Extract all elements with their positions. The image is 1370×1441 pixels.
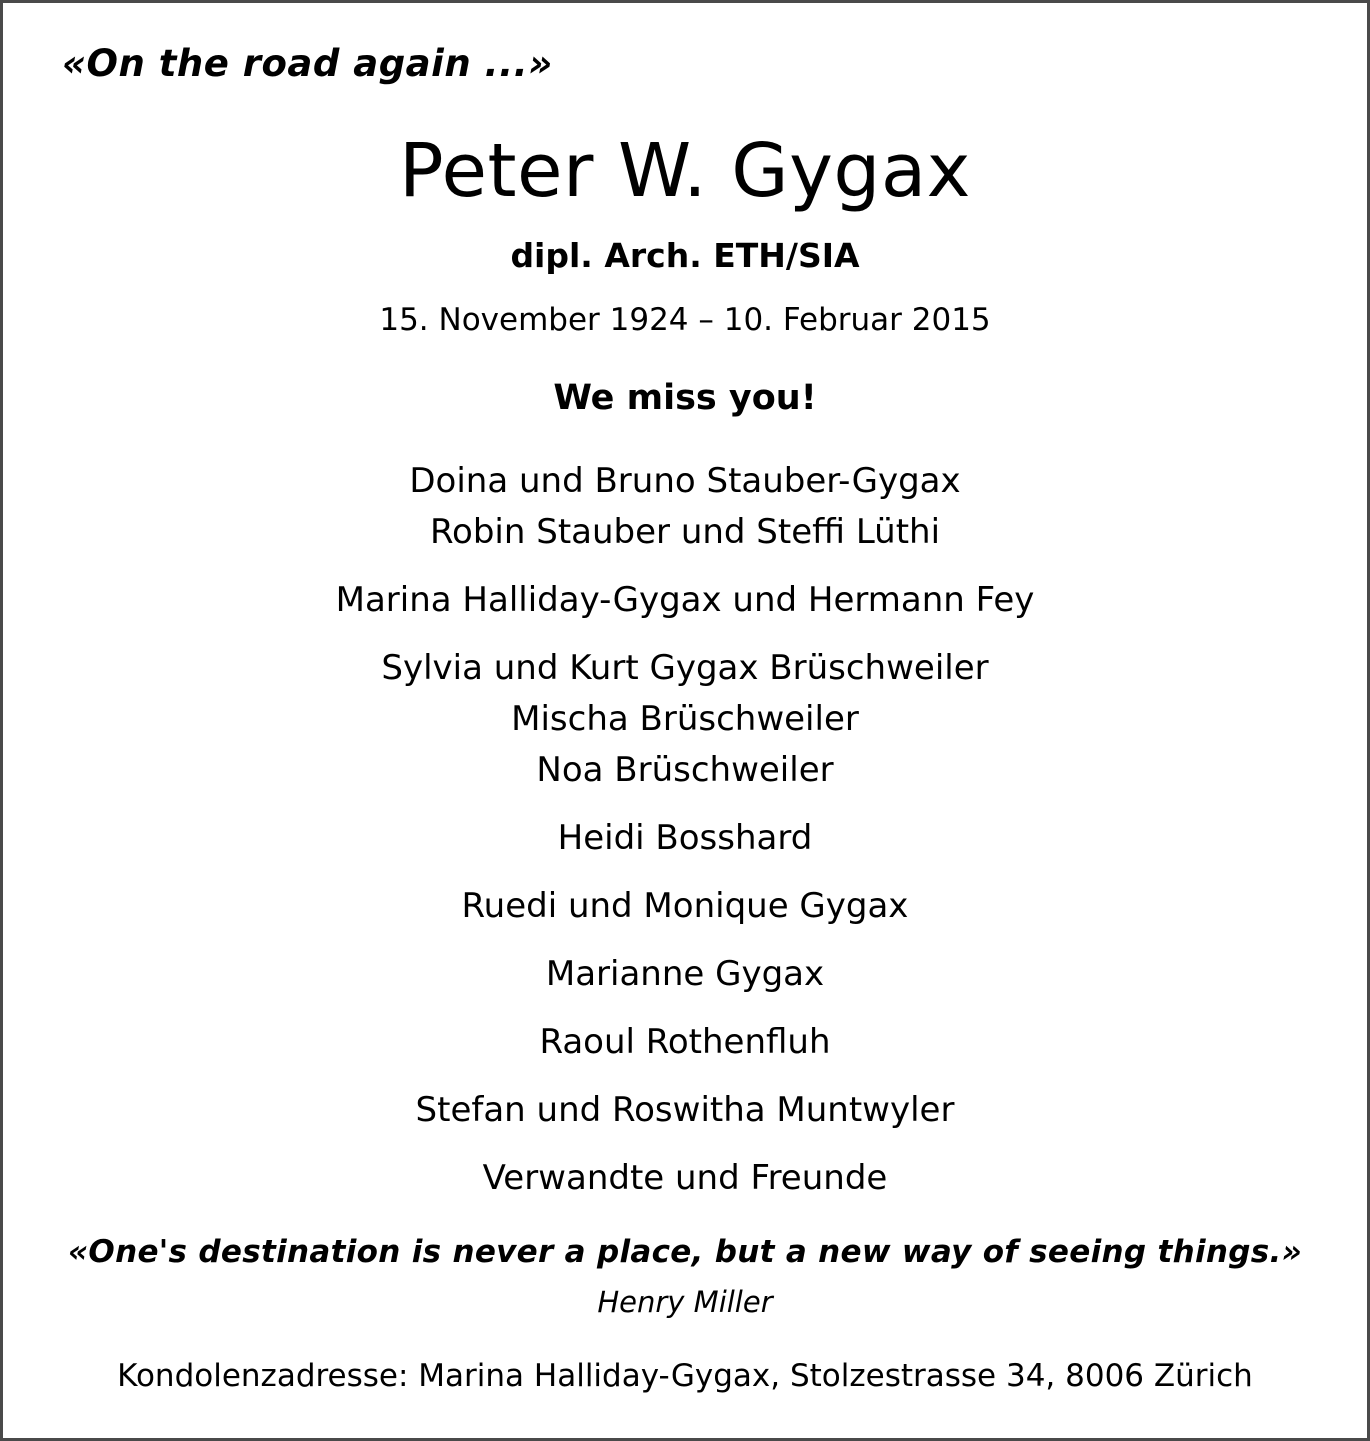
mourner-line: Noa Brüschweiler <box>536 750 834 790</box>
quote-author: Henry Miller <box>597 1285 773 1319</box>
mourner-group <box>0 1153 1370 1204</box>
deceased-name: Peter W. Gygax <box>399 128 971 214</box>
mourner-group <box>0 1085 1370 1136</box>
mourner-line: Stefan und Roswitha Muntwyler <box>415 1090 955 1130</box>
mourner-line: Robin Stauber und Steffi Lüthi <box>429 512 941 552</box>
mourner-group <box>0 575 1370 626</box>
mourner-line: Raoul Rothenfluh <box>539 1022 831 1062</box>
mourner-line: Mischa Brüschweiler <box>511 699 859 739</box>
mourner-line: Doina und Bruno Stauber-Gygax <box>409 461 961 501</box>
mourner-group <box>0 881 1370 932</box>
mourner-group <box>0 643 1370 796</box>
mourner-line: Ruedi und Monique Gygax <box>461 886 909 926</box>
mourner-group <box>0 813 1370 864</box>
motto: «On the road again ...» <box>62 42 553 85</box>
mourner-group <box>0 1017 1370 1068</box>
mourner-line: Verwandte und Freunde <box>482 1158 888 1198</box>
farewell-text: We miss you! <box>553 378 817 418</box>
mourner-line: Marina Halliday-Gygax und Hermann Fey <box>335 580 1035 620</box>
closing-quote: «One's destination is never a place, but a new way of seeing things.» <box>67 1234 1303 1270</box>
mourner-line: Marianne Gygax <box>545 954 825 994</box>
condolence-address: Kondolenzadresse: Marina Halliday-Gygax, Stolzestrasse 34, 8006 Zürich <box>117 1358 1253 1394</box>
life-dates: 15. November 1924 – 10. Februar 2015 <box>379 302 991 338</box>
deceased-title: dipl. Arch. ETH/SIA <box>510 236 860 275</box>
mourner-group <box>0 456 1370 558</box>
mourner-group <box>0 949 1370 1000</box>
mourner-line: Heidi Bosshard <box>557 818 813 858</box>
mourner-line: Sylvia und Kurt Gygax Brüschweiler <box>381 648 989 688</box>
mourners-list <box>0 456 1370 1221</box>
